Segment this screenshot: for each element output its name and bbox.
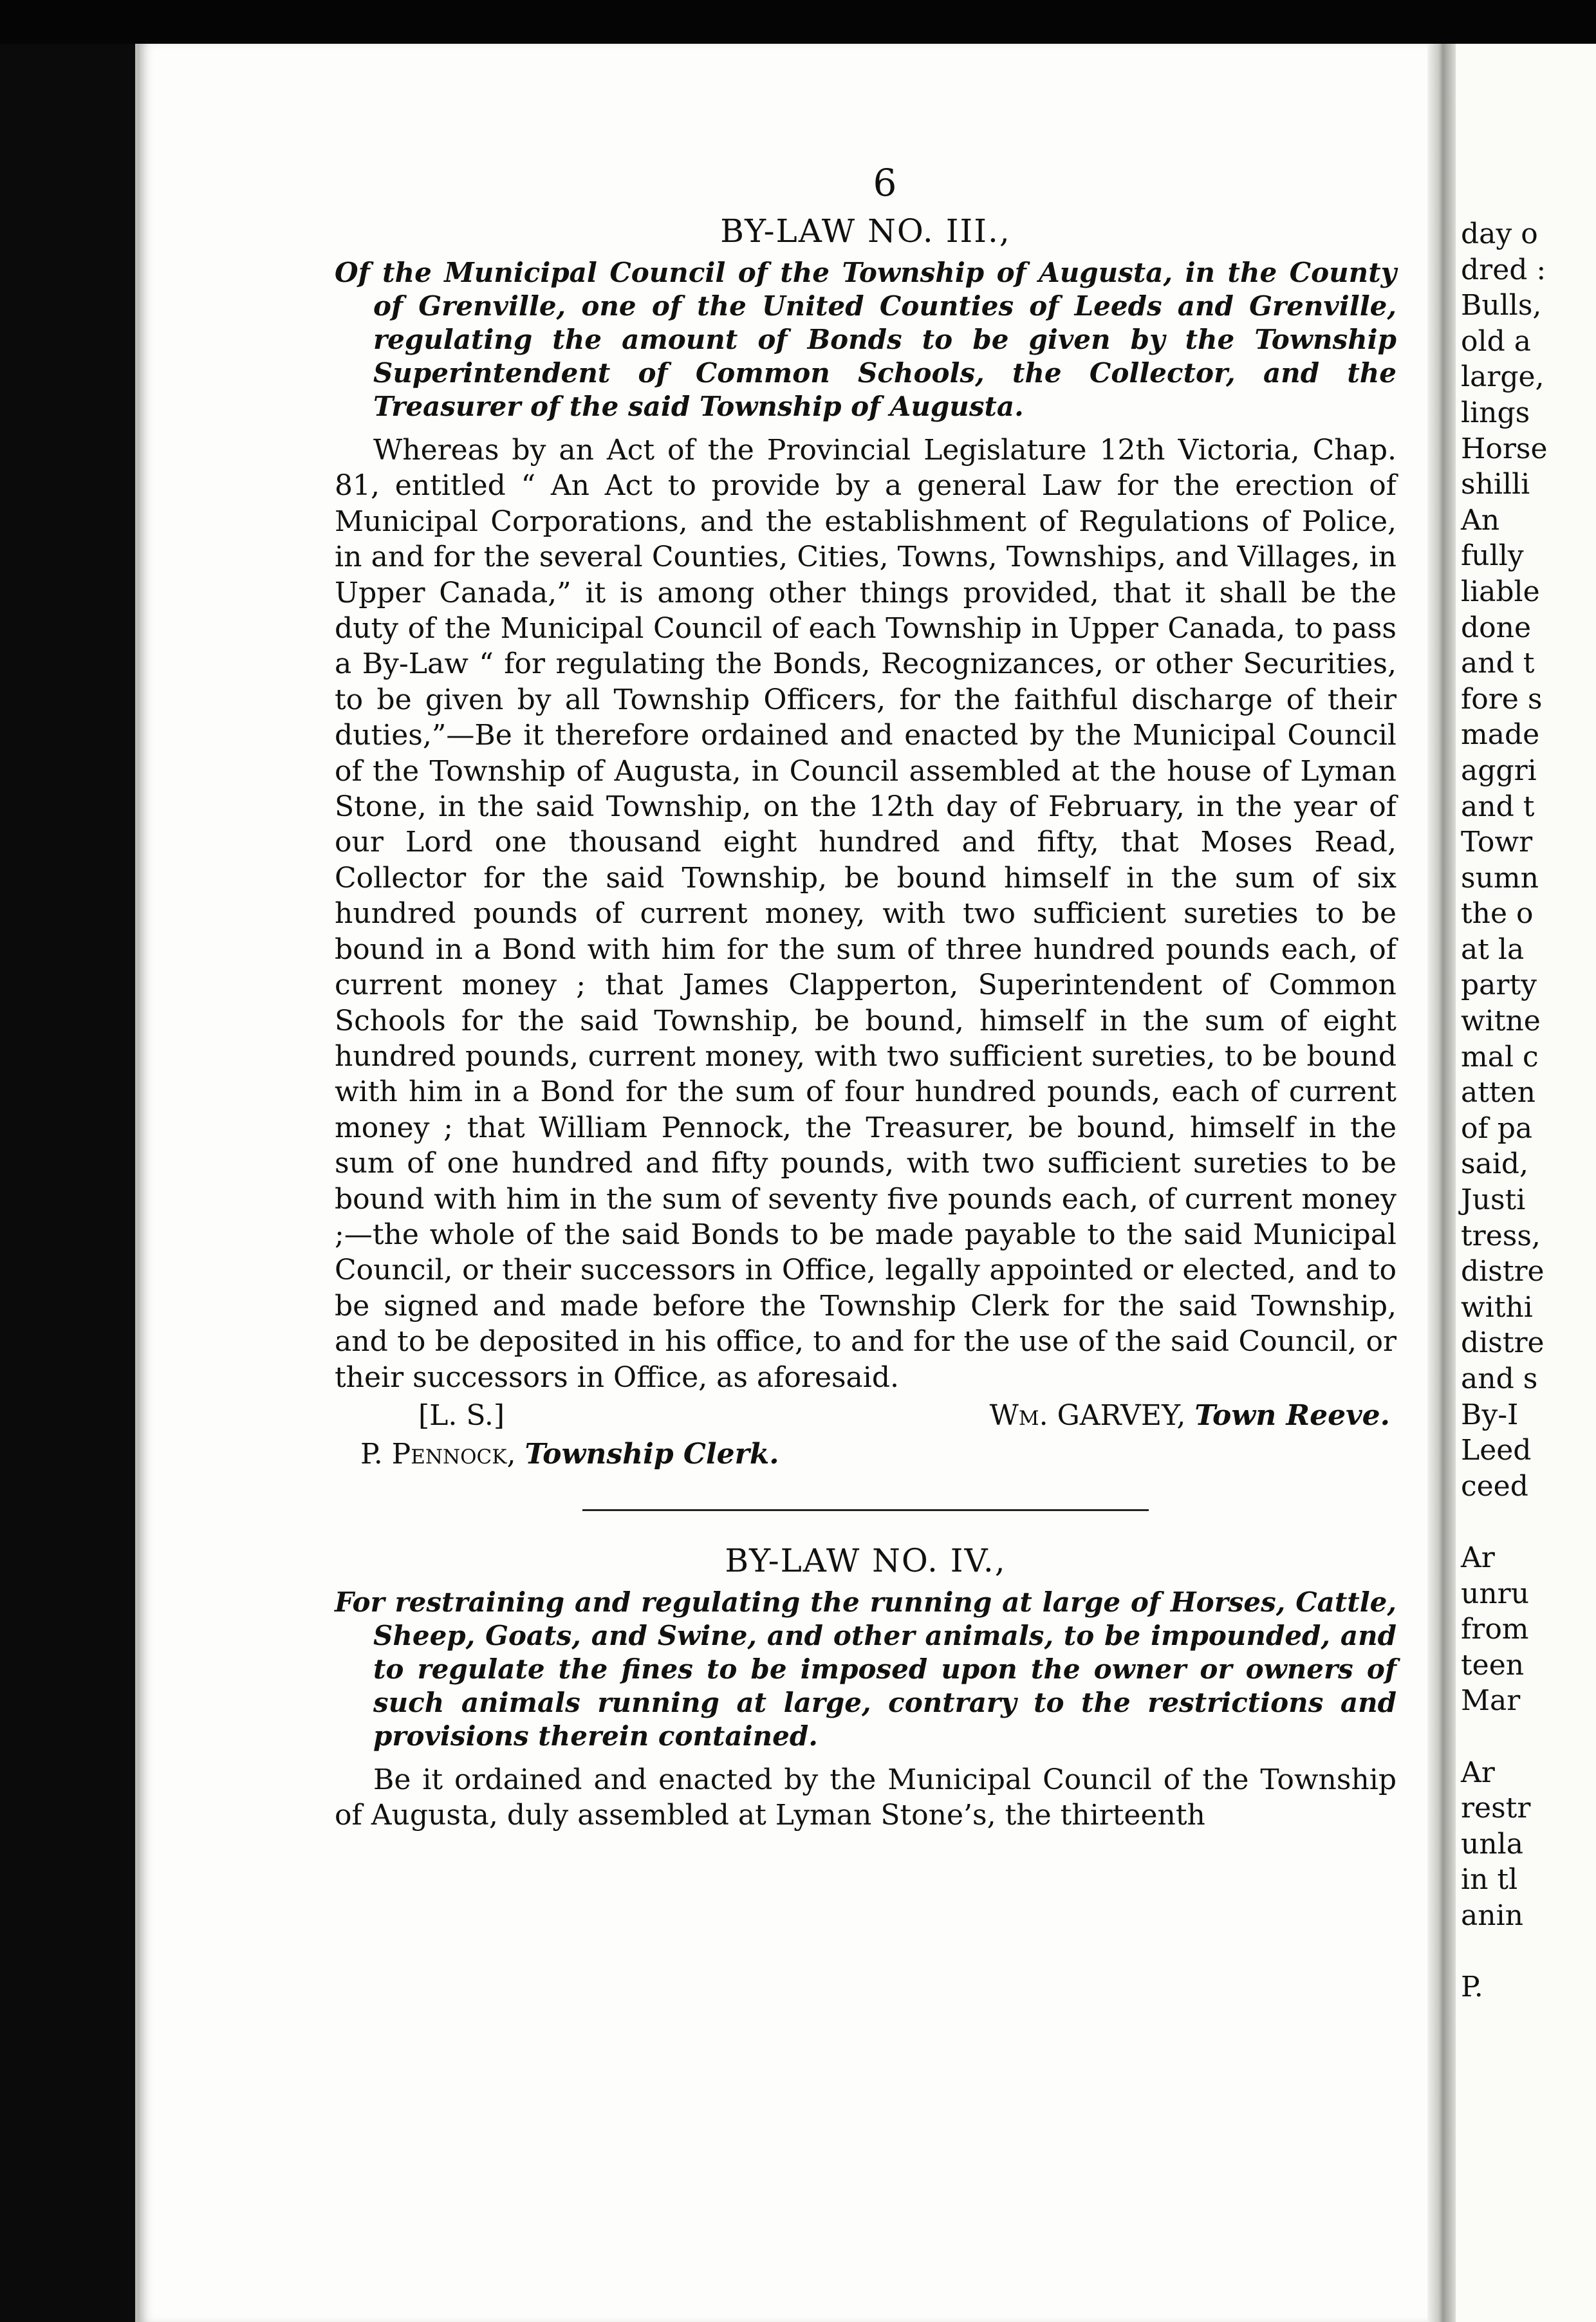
- seal-mark: [L. S.]: [418, 1398, 505, 1432]
- facing-page-line: mal c: [1461, 1040, 1539, 1073]
- facing-page-line: restr: [1461, 1792, 1531, 1825]
- facing-page-line: from: [1461, 1613, 1529, 1646]
- clerk-name: P. Pennock,: [360, 1437, 516, 1471]
- facing-page-line: unru: [1461, 1577, 1530, 1610]
- facing-page-line: Mar: [1461, 1684, 1521, 1718]
- facing-page-line: teen: [1461, 1648, 1525, 1682]
- book-gutter: [1427, 44, 1456, 2322]
- facing-page-line: lings: [1461, 396, 1530, 429]
- facing-page-line: in tl: [1461, 1863, 1518, 1897]
- facing-page-line: ceed: [1461, 1469, 1528, 1503]
- facing-page-line: day o: [1461, 218, 1538, 250]
- facing-page-line: Bulls,: [1461, 289, 1542, 322]
- facing-page-line: witne: [1461, 1005, 1541, 1038]
- clerk-signature: [360, 1438, 1396, 1471]
- facing-page: [1456, 44, 1596, 2322]
- facing-page-line: Ar: [1461, 1541, 1495, 1574]
- facing-page-line: party: [1461, 969, 1537, 1002]
- bylaw-3-body: Whereas by an Act of the Provincial Legislature 12th Victoria, Chap. 81, entitled “ An Act to provide by a general Law for the erection of Municipal Corporations, and the establishment of Regulations of Police, in and for the several Counties, Cities, Towns, Townships, and Villages, in Upper Canada,” it is among other things provided, that it shall be the duty of the Municipal Council of each Township in Upper Canada, to pass a By-Law “ for regulating the Bonds, Recognizances, or other Securities, to be given by all Township Officers, for the faithful discharge of their duties,”—Be it therefore ordained and enacted by the Municipal Council of the Township of Augusta, in Council assembled at the house of Lyman Stone, in the said Township, on the 12th day of February, in the year of our Lord one thousand eight hundred and fifty, that Moses Read, Collector for the said Township, be bound himself in the sum of six hundred pounds of current money, with two sufficient sureties to be bound in a Bond with him for the sum of three hundred pounds each, of current money ; that James Clapperton, Superintendent of Common Schools for the said Township, be bound, himself in the sum of eight hundred pounds, current money, with two sufficient sureties, to be bound with him in a Bond for the sum of four hundred pounds, each of current money ; that William Pennock, the Treasurer, be bound, himself in the sum of one hundred and fifty pounds, with two sufficient sureties to be bound with him in the sum of seventy five pounds each, of current money ;—the whole of the said Bonds to be made payable to the said Municipal Council, or their successors in Office, legally appointed or elected, and to be signed and made before the Township Clerk for the said Township, and to be deposited in his office, to and for the use of the said Council, or their successors in Office, as aforesaid.: [335, 434, 1396, 1394]
- facing-page-line: the o: [1461, 897, 1534, 931]
- facing-page-line: fully: [1461, 539, 1524, 573]
- facing-page-line: Horse: [1461, 432, 1548, 465]
- facing-page-line: aggri: [1461, 754, 1537, 787]
- facing-page-line: Towr: [1461, 826, 1533, 859]
- facing-page-line: fore s: [1461, 682, 1543, 716]
- facing-page-line: anin: [1461, 1899, 1523, 1932]
- reeve-name: Wm. GARVEY,: [989, 1398, 1186, 1432]
- facing-page-line: of pa: [1461, 1111, 1533, 1145]
- facing-page-line: and s: [1461, 1362, 1538, 1395]
- facing-page-line: An: [1461, 503, 1500, 537]
- page-number: 6: [873, 161, 897, 205]
- facing-page-line: shilli: [1461, 468, 1530, 501]
- facing-page-line: [1461, 1934, 1548, 1970]
- facing-page-line: and t: [1461, 790, 1535, 823]
- reeve-title: Town Reeve.: [1194, 1398, 1390, 1432]
- page-text: [335, 161, 1396, 1834]
- facing-page-line: [1461, 1504, 1548, 1540]
- facing-page-line: liable: [1461, 575, 1540, 608]
- facing-page-line: By-I: [1461, 1398, 1519, 1431]
- facing-page-text: [1461, 216, 1548, 2005]
- facing-page-line: at la: [1461, 933, 1525, 966]
- facing-page-line: [1461, 1719, 1548, 1755]
- facing-page-line: dred :: [1461, 253, 1546, 286]
- facing-page-line: withi: [1461, 1290, 1533, 1324]
- facing-page-line: and t: [1461, 647, 1535, 680]
- facing-page-line: unla: [1461, 1827, 1523, 1861]
- bylaw-4-heading: BY-LAW NO. IV.,: [725, 1541, 1007, 1579]
- signature-row: [335, 1399, 1396, 1438]
- facing-page-line: said,: [1461, 1147, 1529, 1181]
- facing-page-line: atten: [1461, 1076, 1536, 1110]
- bylaw-3-heading: BY-LAW NO. III.,: [720, 212, 1011, 250]
- scan-border: [0, 0, 1596, 44]
- facing-page-line: tress,: [1461, 1219, 1541, 1252]
- reeve-signature: [990, 1399, 1390, 1432]
- facing-page-line: sumn: [1461, 861, 1539, 895]
- facing-page-line: P.: [1461, 1971, 1483, 2004]
- facing-page-line: distre: [1461, 1255, 1545, 1288]
- bylaw-4-body: Be it ordained and enacted by the Municipal Council of the Township of Augusta, duly assembled at Lyman Stone’s, the thirteenth: [335, 1763, 1396, 1832]
- bylaw-3-subtitle: Of the Municipal Council of the Township of Augusta, in the County of Grenville, one of the United Counties of Leeds and Grenville, regulating the amount of Bonds to be given by the Township Superintendent of Common Schools, the Collector, and the Treasurer of the said Township of Augusta.: [335, 257, 1396, 422]
- facing-page-line: large,: [1461, 360, 1545, 394]
- section-divider: [582, 1509, 1149, 1511]
- facing-page-line: Ar: [1461, 1756, 1495, 1789]
- bylaw-4-subtitle: For restraining and regulating the running at large of Horses, Cattle, Sheep, Goats, and Swine, and other animals, to be impounded, and to regulate the fines to be imposed upon the owner or owners of such animals running at large, contrary to the restrictions and provisions therein contained.: [335, 1586, 1396, 1752]
- facing-page-line: Leed: [1461, 1434, 1532, 1467]
- facing-page-line: Justi: [1461, 1184, 1526, 1217]
- facing-page-line: distre: [1461, 1326, 1545, 1360]
- clerk-title: Township Clerk.: [524, 1437, 779, 1471]
- facing-page-line: made: [1461, 718, 1540, 752]
- facing-page-line: done: [1461, 611, 1532, 644]
- facing-page-line: old a: [1461, 324, 1531, 358]
